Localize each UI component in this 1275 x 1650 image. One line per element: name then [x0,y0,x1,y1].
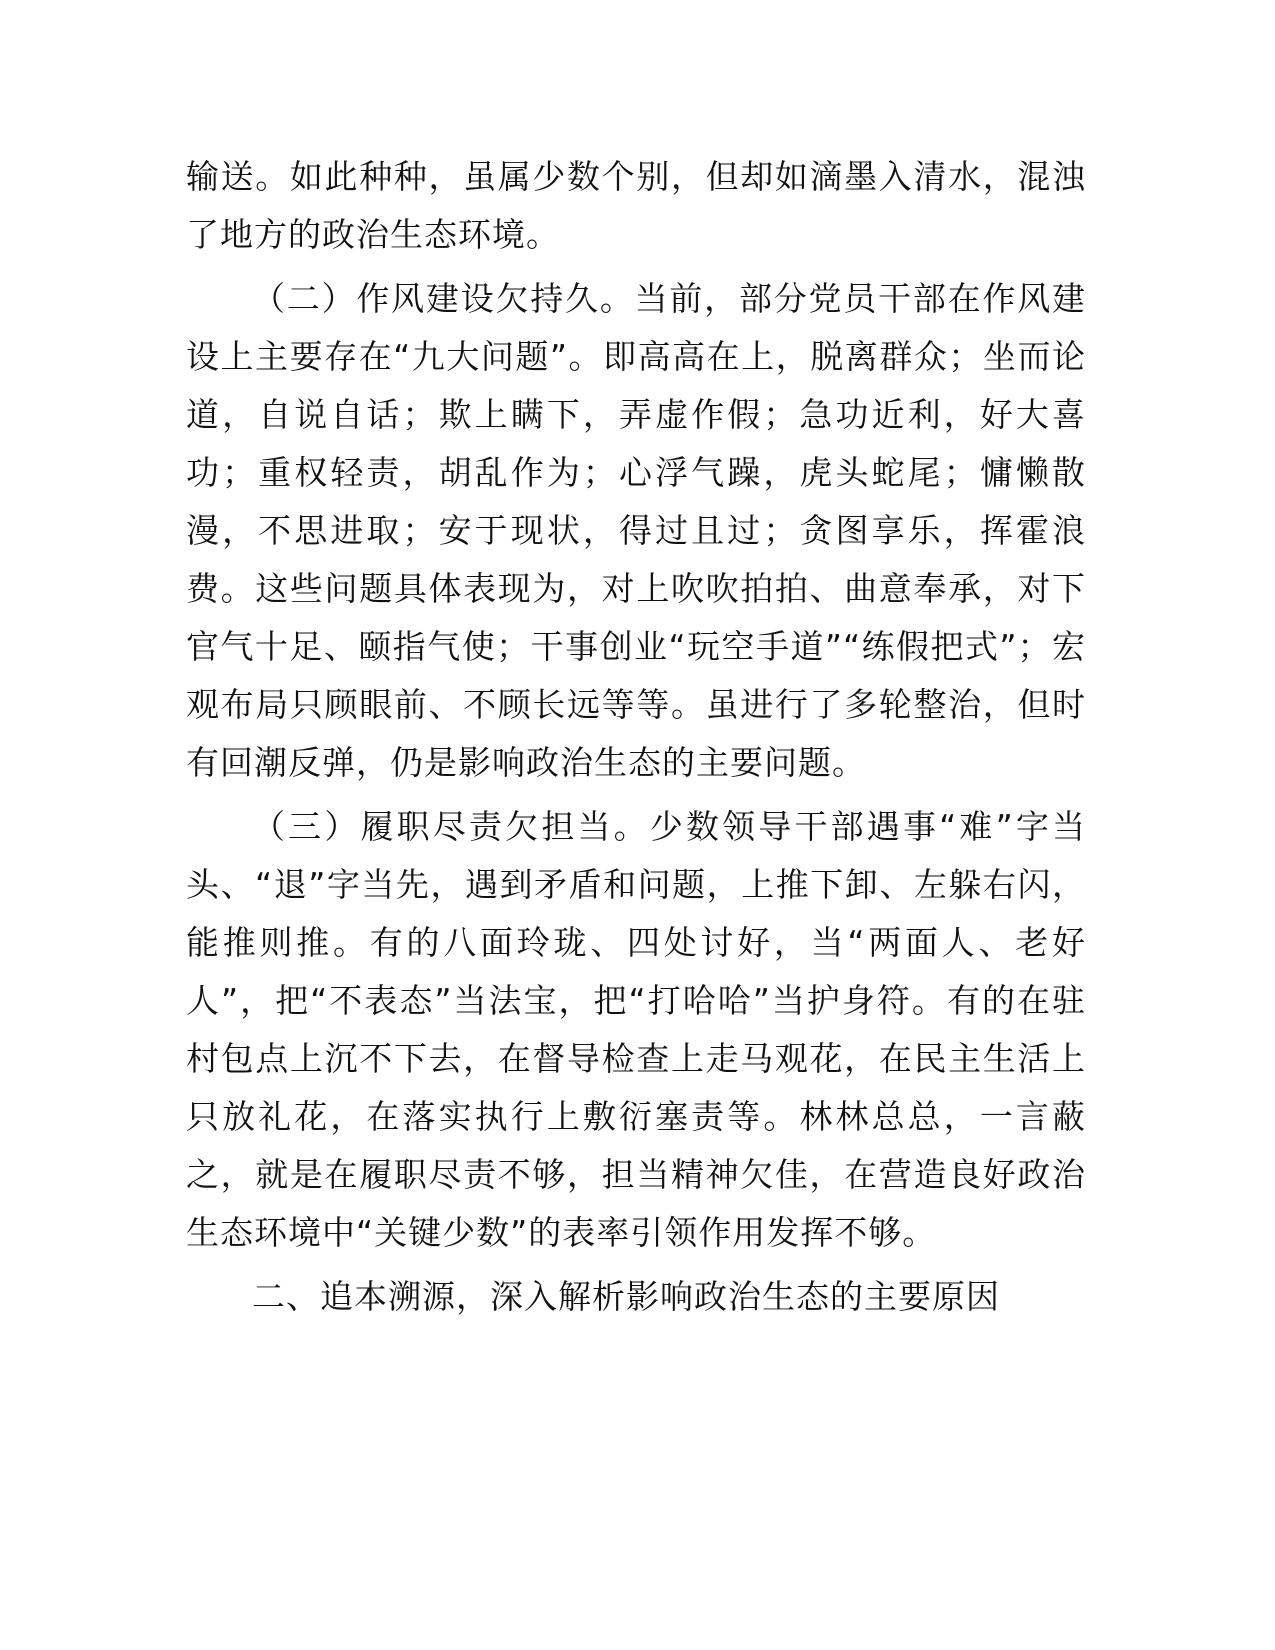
paragraph-section-3-responsibility: （三）履职尽责欠担当。少数领导干部遇事“难”字当头、“退”字当先，遇到矛盾和问题，上推下卸、左躲右闪，能推则推。有的八面玲珑、四处讨好，当“两面人、老好人”，把“不表态”当法宝，把“打哈哈”当护身符。有的在驻村包点上沉不下去，在督导检查上走马观花，在民主生活上只放礼花，在落实执行上敷衍塞责等。林林总总，一言蔽之，就是在履职尽责不够，担当精神欠佳，在营造良好政治生态环境中“关键少数”的表率引领作用发挥不够。 [186,807,1086,1252]
paragraph-continuation: 输送。如此种种，虽属少数个别，但却如滴墨入清水，混浊了地方的政治生态环境。 [186,157,1086,254]
paragraph-section-2-work-style: （二）作风建设欠持久。当前，部分党员干部在作风建设上主要存在“九大问题”。即高高在上，脱离群众；坐而论道，自说自话；欺上瞒下，弄虚作假；急功近利，好大喜功；重权轻责，胡乱作为；心浮气躁，虎头蛇尾；慵懒散漫，不思进取；安于现状，得过且过；贪图享乐，挥霍浪费。这些问题具体表现为，对上吹吹拍拍、曲意奉承，对下官气十足、颐指气使；干事创业“玩空手道”“练假把式”；宏观布局只顾眼前、不顾长远等等。虽进行了多轮整治，但时有回潮反弹，仍是影响政治生态的主要问题。 [186,279,1086,782]
document-body [186,148,1086,1326]
section-heading-2: 二、追本溯源，深入解析影响政治生态的主要原因 [252,1277,1000,1316]
